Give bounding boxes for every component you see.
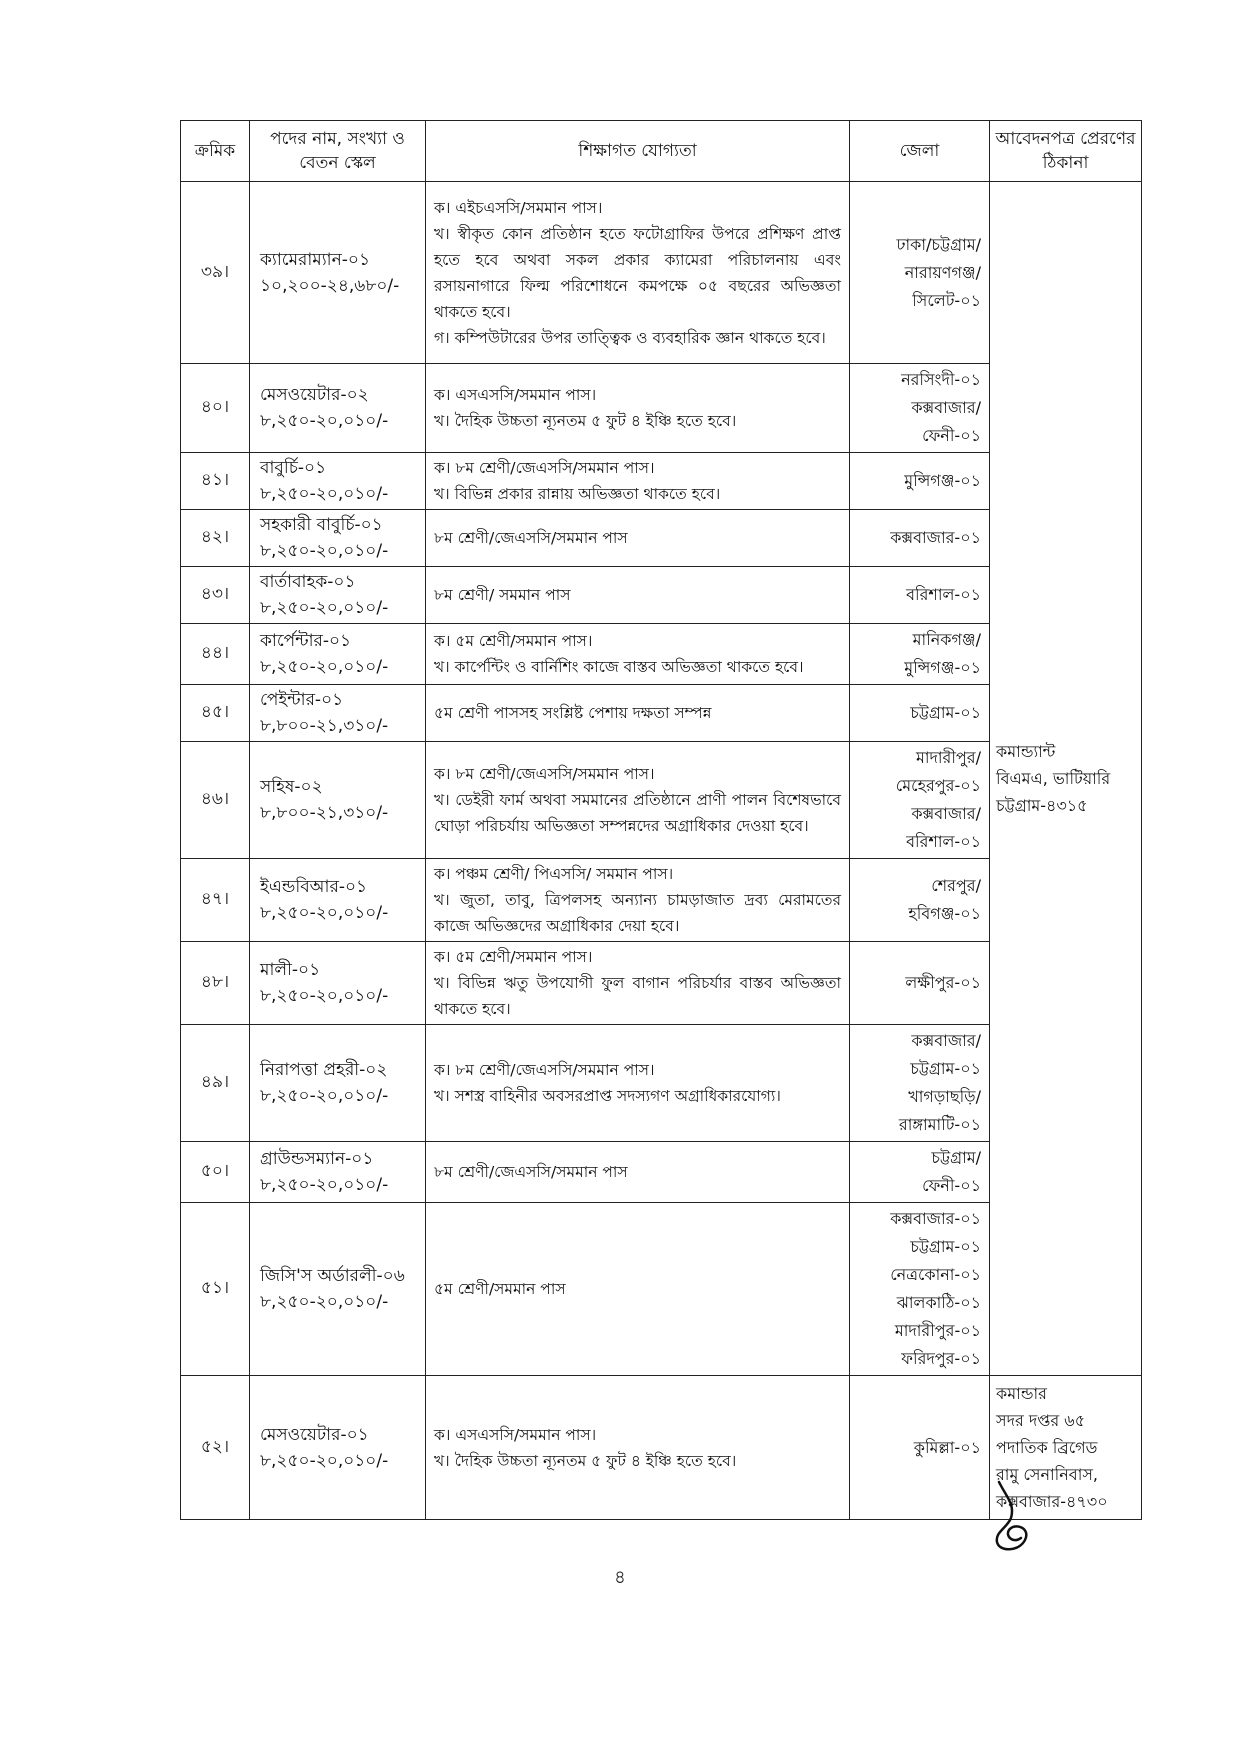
- district-cell: [850, 1203, 990, 1376]
- pay-scale: ১০,২০০-২৪,৬৮০/-: [260, 275, 400, 296]
- post-name: জিসি'স অর্ডারলী-০৬: [260, 1266, 405, 1286]
- district-line: কুমিল্লা-০১: [913, 1437, 981, 1457]
- qualification-line: ক। পঞ্চম শ্রেণী/ পিএসসি/ সমমান পাস।: [434, 865, 674, 883]
- district-cell: [850, 942, 990, 1025]
- row-serial: ৪০।: [181, 364, 250, 453]
- post-cell: [250, 859, 426, 942]
- qualification-line: ৫ম শ্রেণী/সমমান পাস: [434, 1280, 566, 1298]
- pay-scale: ৮,২৫০-২০,০১০/-: [260, 1450, 389, 1471]
- district-line: ঢাকা/চট্টগ্রাম/: [896, 234, 981, 254]
- address-line: চট্টগ্রাম-৪৩১৫: [996, 796, 1088, 815]
- address-line: কমান্ডার: [996, 1384, 1047, 1403]
- qualification-line: ক। ৮ম শ্রেণী/জেএসসি/সমমান পাস।: [434, 459, 655, 477]
- district-cell: [850, 567, 990, 624]
- post-cell: [250, 942, 426, 1025]
- pay-scale: ৮,২৫০-২০,০১০/-: [260, 411, 389, 431]
- row-serial: ৫২।: [181, 1376, 250, 1520]
- qualification-line: খ। বিভিন্ন প্রকার রান্নায় অভিজ্ঞতা থাকতে হবে।: [434, 485, 721, 503]
- qualification-cell: [426, 1376, 850, 1520]
- qualification-cell: [426, 1025, 850, 1142]
- post-cell: [250, 567, 426, 624]
- district-cell: [850, 1025, 990, 1142]
- district-line: বরিশাল-০১: [906, 585, 981, 604]
- row-serial: ৪৪।: [181, 624, 250, 685]
- district-line: রাঙ্গামাটি-০১: [898, 1115, 981, 1134]
- row-serial: ৪২।: [181, 510, 250, 567]
- qualification-cell: [426, 1203, 850, 1376]
- address-line: সদর দপ্তর ৬৫: [996, 1411, 1086, 1430]
- post-cell: [250, 1142, 426, 1203]
- district-line: মাদারীপুর/: [915, 748, 981, 767]
- pay-scale: ৮,২৫০-২০,০১০/-: [260, 1086, 389, 1106]
- header-district: জেলা: [850, 121, 990, 182]
- pay-scale: ৮,৮০০-২১,৩১০/-: [260, 803, 389, 823]
- address-line: বিএমএ, ভাটিয়ারি: [996, 769, 1111, 788]
- page-number: ৪: [614, 1567, 626, 1588]
- qualification-cell: [426, 685, 850, 742]
- header-qualification: শিক্ষাগত যোগ্যতা: [426, 121, 850, 182]
- district-line: কক্সবাজার/: [911, 804, 981, 823]
- row-serial: ৪৩।: [181, 567, 250, 624]
- district-line: সিলেট-০১: [912, 290, 981, 310]
- pay-scale: ৮,২৫০-২০,০১০/-: [260, 484, 389, 504]
- qualification-line: খ। কার্পেন্টিং ও বার্নিশিং কাজে বাস্তব অভিজ্ঞতা থাকতে হবে।: [434, 658, 804, 676]
- district-line: শেরপুর/: [931, 876, 981, 895]
- district-line: মানিকগঞ্জ/: [912, 630, 981, 649]
- post-name: সহকারী বাবুর্চি-০১: [260, 515, 383, 535]
- pay-scale: ৮,২৫০-২০,০১০/-: [260, 657, 389, 677]
- district-line: বরিশাল-০১: [906, 832, 981, 851]
- district-line: মেহেরপুর-০১: [895, 776, 981, 795]
- row-serial: ৫০।: [181, 1142, 250, 1203]
- post-cell: [250, 182, 426, 364]
- qualification-line: খ। জুতা, তাবু, ত্রিপলসহ অন্যান্য চামড়াজাত দ্রব্য মেরামতের কাজে অভিজ্ঞদের অগ্রাধিকার দেয়া হবে।: [434, 891, 841, 935]
- post-cell: [250, 1203, 426, 1376]
- qualification-line: ক। ৮ম শ্রেণী/জেএসসি/সমমান পাস।: [434, 765, 655, 783]
- row-serial: ৪৮।: [181, 942, 250, 1025]
- post-name: গ্রাউন্ডসম্যান-০১: [260, 1149, 374, 1169]
- row-serial: ৩৯।: [181, 182, 250, 364]
- signature-mark: [985, 1478, 1045, 1558]
- qualification-cell: [426, 510, 850, 567]
- qualification-line: ক। এসএসসি/সমমান পাস।: [434, 1425, 597, 1444]
- post-name: মেসওয়েটার-০১: [260, 1424, 369, 1445]
- address-bma: [990, 182, 1142, 1376]
- district-cell: [850, 1376, 990, 1520]
- row-serial: ৪৫।: [181, 685, 250, 742]
- district-line: কক্সবাজার/: [911, 1031, 981, 1050]
- qualification-line: খ। দৈহিক উচ্চতা ন্যূনতম ৫ ফুট ৪ ইঞ্চি হতে হবে।: [434, 1451, 737, 1470]
- district-line: চট্টগ্রাম-০১: [910, 1059, 981, 1078]
- qualification-line: গ। কম্পিউটারের উপর তাত্ত্বিক ও ব্যবহারিক জ্ঞান থাকতে হবে।: [434, 328, 826, 347]
- qualification-line: খ। বিভিন্ন ঋতু উপযোগী ফুল বাগান পরিচর্যার বাস্তব অভিজ্ঞতা থাকতে হবে।: [434, 974, 841, 1018]
- pay-scale: ৮,২৫০-২০,০১০/-: [260, 903, 389, 923]
- district-line: কক্সবাজার-০১: [890, 528, 981, 547]
- district-cell: [850, 1142, 990, 1203]
- post-name: ক্যামেরাম্যান-০১: [260, 249, 370, 270]
- district-line: ফেনী-০১: [922, 426, 981, 445]
- qualification-cell: [426, 364, 850, 453]
- district-line: কক্সবাজার-০১: [890, 1209, 981, 1228]
- district-cell: [850, 624, 990, 685]
- qualification-line: খ। সশস্ত্র বাহিনীর অবসরপ্রাপ্ত সদস্যগণ অগ্রাধিকারযোগ্য।: [434, 1087, 781, 1105]
- address-line: কক্সবাজার-৪৭৩০: [996, 1492, 1108, 1511]
- row-serial: ৪৭।: [181, 859, 250, 942]
- qualification-cell: [426, 624, 850, 685]
- recruitment-table: [180, 120, 1142, 1520]
- qualification-line: ৮ম শ্রেণী/ সমমান পাস: [434, 586, 571, 604]
- post-cell: [250, 1376, 426, 1520]
- row-serial: ৪৯।: [181, 1025, 250, 1142]
- post-name: নিরাপত্তা প্রহরী-০২: [260, 1060, 388, 1080]
- post-cell: [250, 685, 426, 742]
- district-line: ফেনী-০১: [922, 1176, 981, 1195]
- district-line: নরসিংদী-০১: [901, 370, 981, 389]
- district-line: হবিগঞ্জ-০১: [908, 904, 981, 923]
- district-line: চট্টগ্রাম/: [931, 1148, 981, 1167]
- district-cell: [850, 742, 990, 859]
- district-line: খাগড়াছড়ি/: [908, 1087, 981, 1106]
- post-name: সহিষ-০২: [260, 777, 323, 797]
- row-serial: ৪১।: [181, 453, 250, 510]
- district-line: নারায়ণগঞ্জ/: [904, 262, 981, 282]
- district-cell: [850, 182, 990, 364]
- qualification-cell: [426, 742, 850, 859]
- district-cell: [850, 510, 990, 567]
- district-line: মাদারীপুর-০১: [894, 1321, 981, 1340]
- post-cell: [250, 624, 426, 685]
- address-line: রামু সেনানিবাস,: [996, 1465, 1098, 1484]
- post-cell: [250, 364, 426, 453]
- qualification-cell: [426, 1142, 850, 1203]
- address-line: কমান্ড্যান্ট: [996, 742, 1056, 761]
- qualification-cell: [426, 859, 850, 942]
- qualification-cell: [426, 942, 850, 1025]
- header-serial: ক্রমিক: [181, 121, 250, 182]
- district-cell: [850, 453, 990, 510]
- district-line: মুন্সিগঞ্জ-০১: [904, 658, 981, 677]
- post-name: মালী-০১: [260, 960, 321, 980]
- district-line: লক্ষীপুর-০১: [905, 973, 981, 992]
- qualification-line: ৮ম শ্রেণী/জেএসসি/সমমান পাস: [434, 529, 628, 547]
- post-cell: [250, 510, 426, 567]
- row-serial: ৪৬।: [181, 742, 250, 859]
- qualification-line: খ। দৈহিক উচ্চতা ন্যূনতম ৫ ফুট ৪ ইঞ্চি হতে হবে।: [434, 412, 737, 430]
- post-name: ইএন্ডবিআর-০১: [260, 877, 368, 897]
- pay-scale: ৮,২৫০-২০,০১০/-: [260, 1175, 389, 1195]
- pay-scale: ৮,২৫০-২০,০১০/-: [260, 598, 389, 618]
- row-serial: ৫১।: [181, 1203, 250, 1376]
- pay-scale: ৮,২৫০-২০,০১০/-: [260, 986, 389, 1006]
- qualification-cell: [426, 453, 850, 510]
- district-line: নেত্রকোনা-০১: [890, 1265, 981, 1284]
- post-cell: [250, 1025, 426, 1142]
- post-name: কার্পেন্টার-০১: [260, 631, 352, 651]
- qualification-cell: [426, 567, 850, 624]
- qualification-line: ক। এসএসসি/সমমান পাস।: [434, 386, 597, 404]
- table-row: [181, 182, 1142, 364]
- qualification-line: ৫ম শ্রেণী পাসসহ সংশ্লিষ্ট পেশায় দক্ষতা সম্পন্ন: [434, 704, 712, 722]
- post-cell: [250, 742, 426, 859]
- header-post: পদের নাম, সংখ্যা ও বেতন স্কেল: [250, 121, 426, 182]
- post-name: পেইন্টার-০১: [260, 690, 344, 710]
- post-name: বাবুর্চি-০১: [260, 458, 327, 478]
- district-line: চট্টগ্রাম-০১: [910, 1237, 981, 1256]
- qualification-line: খ। স্বীকৃত কোন প্রতিষ্ঠান হতে ফটোগ্রাফির উপরে প্রশিক্ষণ প্রাপ্ত হতে হবে অথবা সকল প্রকার ক্যামেরা পরিচালনায় এবং রসায়নাগারে ফিল্ম পরিশোধনে কমপক্ষে ০৫ বছরের অভিজ্ঞতা থাকতে হবে।: [434, 224, 841, 321]
- qualification-line: খ। ডেইরী ফার্ম অথবা সমমানের প্রতিষ্ঠানে প্রাণী পালন বিশেষভাবে ঘোড়া পরিচর্যায় অভিজ্ঞতা সম্পন্নদের অগ্রাধিকার দেওয়া হবে।: [434, 791, 841, 835]
- post-name: বার্তাবাহক-০১: [260, 572, 356, 592]
- qualification-line: ক। ৫ম শ্রেণী/সমমান পাস।: [434, 948, 593, 966]
- post-name: মেসওয়েটার-০২: [260, 385, 369, 405]
- table-header-row: [181, 121, 1142, 182]
- qualification-cell: [426, 182, 850, 364]
- qualification-line: ৮ম শ্রেণী/জেএসসি/সমমান পাস: [434, 1163, 628, 1181]
- district-cell: [850, 859, 990, 942]
- district-line: ফরিদপুর-০১: [901, 1349, 981, 1368]
- qualification-line: ক। এইচএসসি/সমমান পাস।: [434, 198, 603, 217]
- address-line: পদাতিক ব্রিগেড: [996, 1438, 1098, 1457]
- district-line: কক্সবাজার/: [911, 398, 981, 417]
- district-cell: [850, 685, 990, 742]
- qualification-line: ক। ৮ম শ্রেণী/জেএসসি/সমমান পাস।: [434, 1061, 655, 1079]
- header-address: আবেদনপত্র প্রেরণের ঠিকানা: [990, 121, 1142, 182]
- district-line: ঝালকাঠি-০১: [896, 1293, 981, 1312]
- post-cell: [250, 453, 426, 510]
- pay-scale: ৮,২৫০-২০,০১০/-: [260, 1292, 389, 1312]
- qualification-line: ক। ৫ম শ্রেণী/সমমান পাস।: [434, 632, 593, 650]
- district-line: চট্টগ্রাম-০১: [910, 703, 981, 722]
- pay-scale: ৮,৮০০-২১,৩১০/-: [260, 716, 389, 736]
- pay-scale: ৮,২৫০-২০,০১০/-: [260, 541, 389, 561]
- district-cell: [850, 364, 990, 453]
- district-line: মুন্সিগঞ্জ-০১: [904, 471, 981, 490]
